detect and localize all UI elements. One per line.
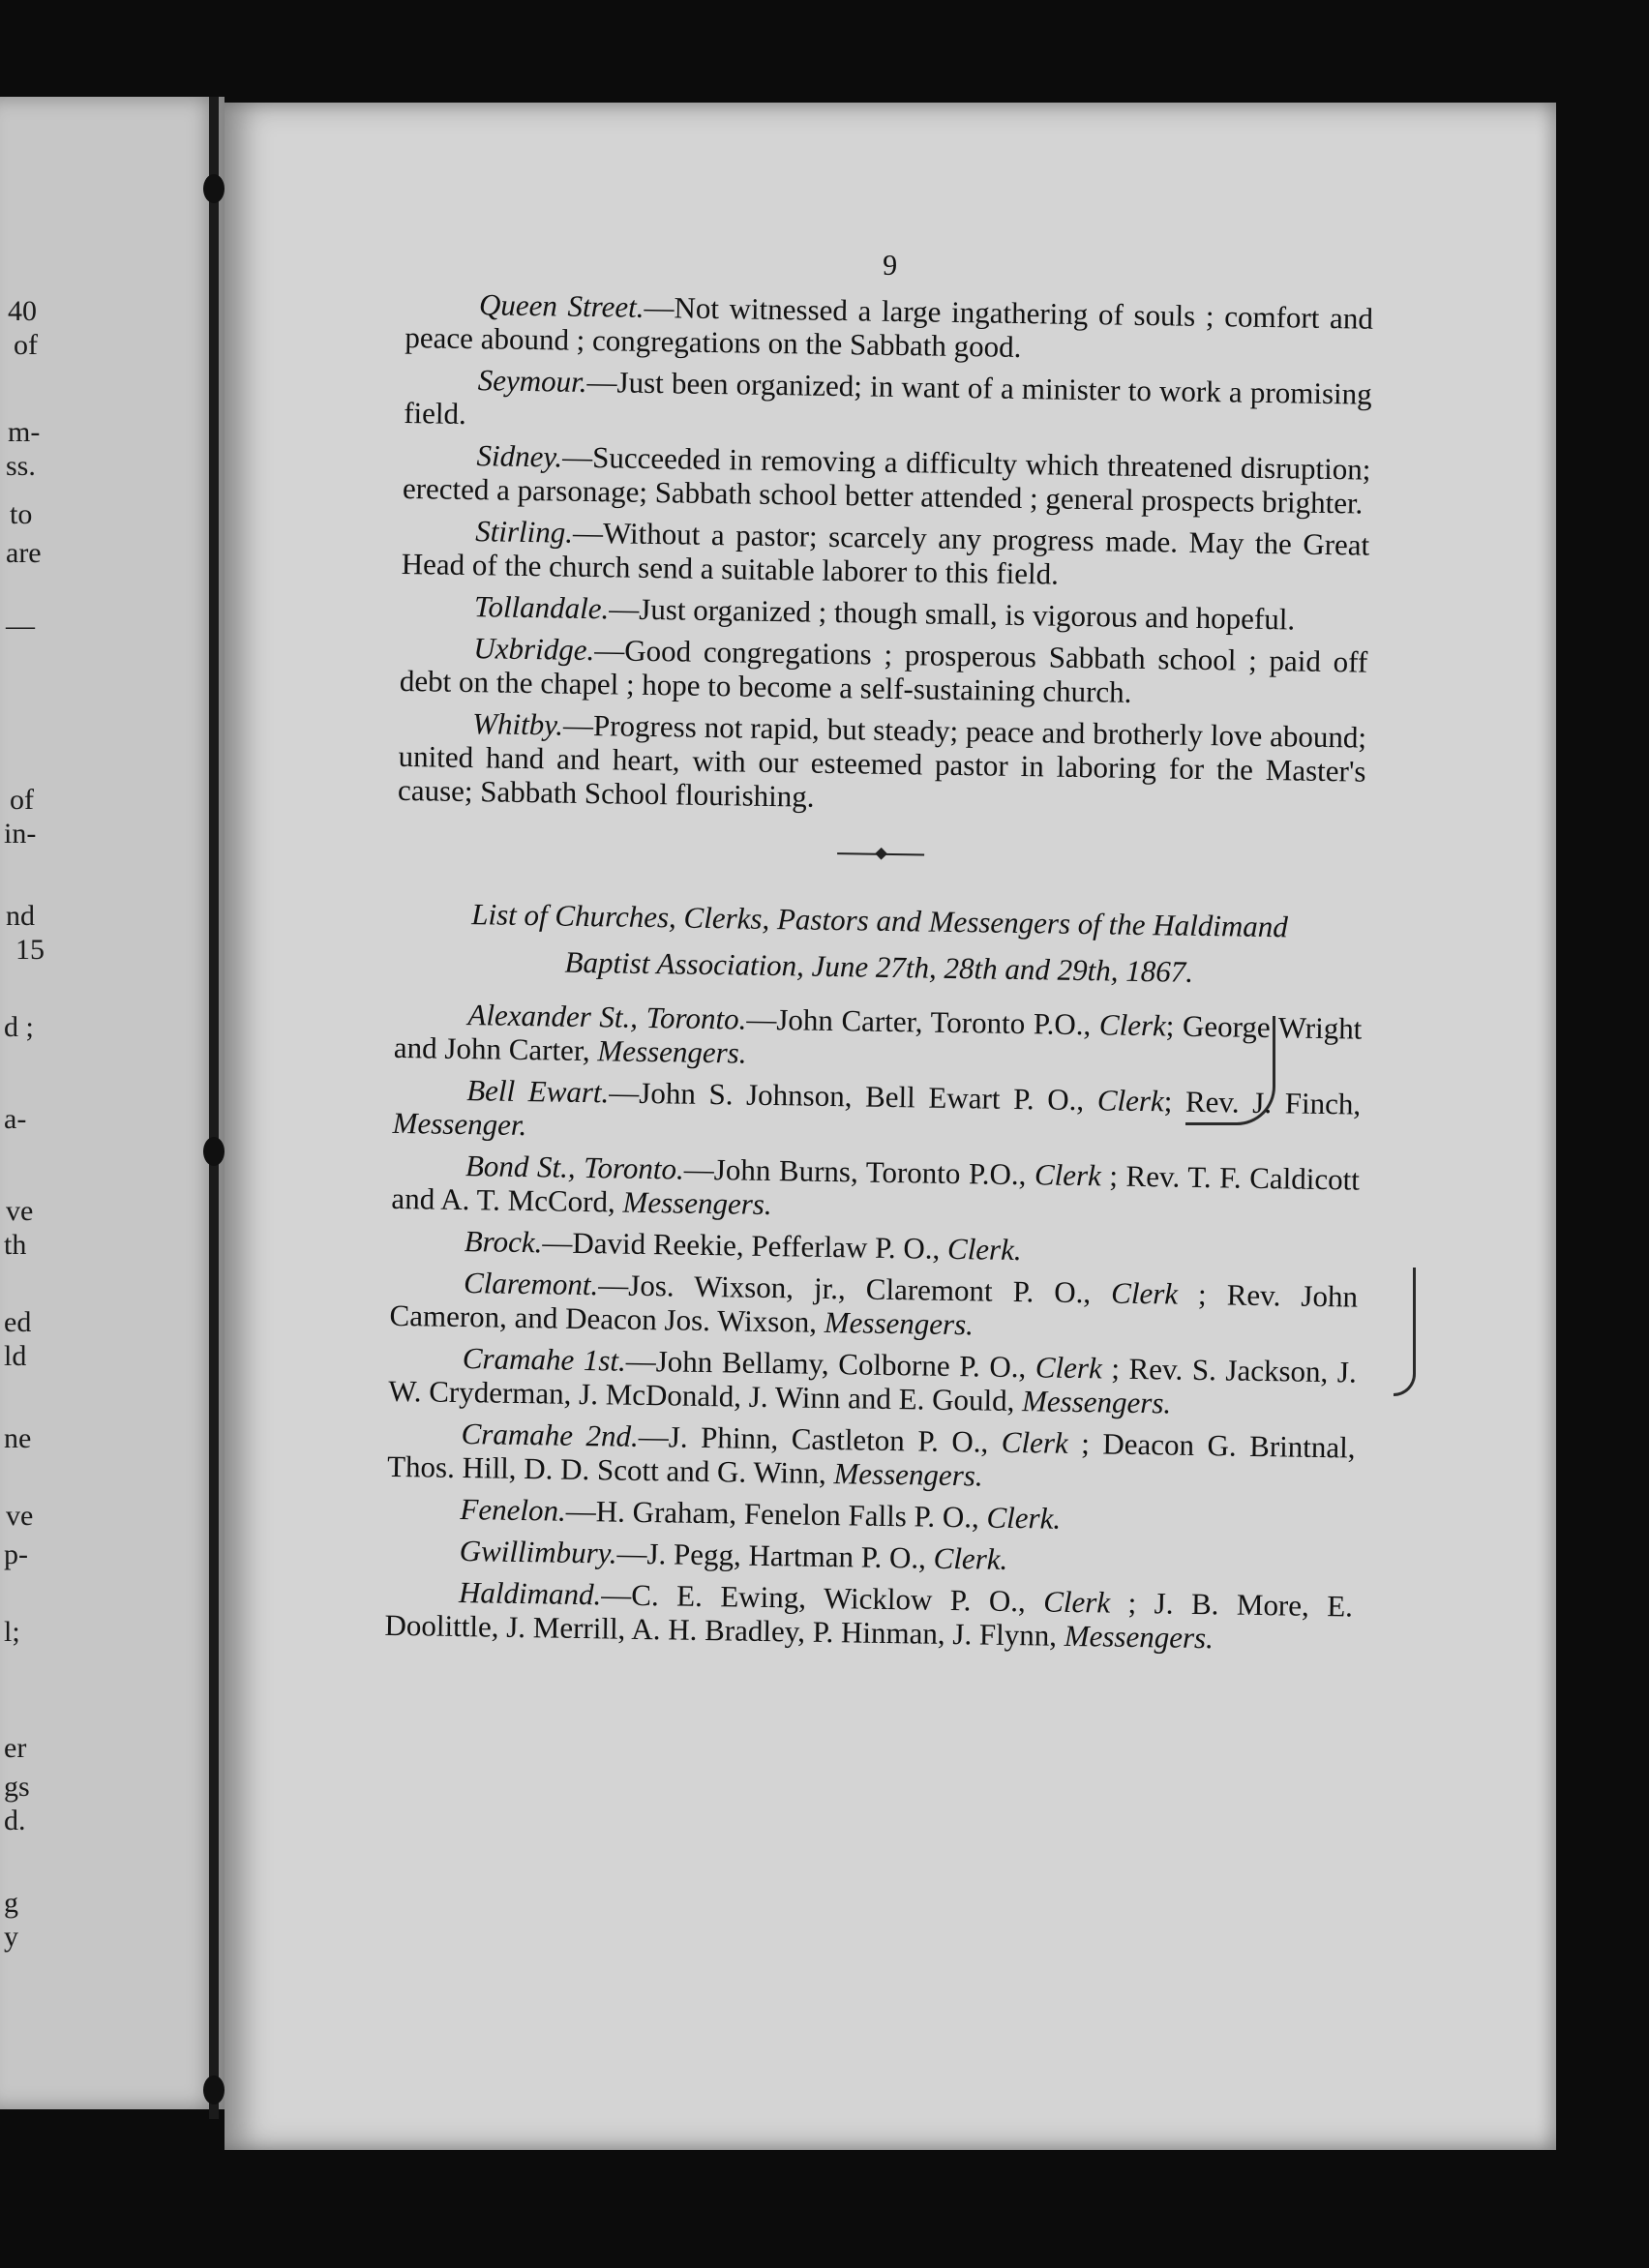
clerk-text: —John Carter, Toronto P.O.,	[746, 1001, 1100, 1042]
previous-page-text-fragment: d ;	[4, 1011, 34, 1043]
page-content	[384, 242, 1374, 1665]
previous-page-text-fragment: of	[10, 784, 34, 816]
messengers-role: Messengers.	[824, 1304, 974, 1342]
clerk-role: Clerk	[1098, 1007, 1167, 1043]
church-report-text: —Without a pastor; scarcely any progress made. May the Great Head of the church send a suitable laborer to this field.	[401, 515, 1370, 591]
clerk-text: —John S. Johnson, Bell Ewart P. O.,	[609, 1075, 1098, 1118]
previous-page-text-fragment: ss.	[6, 450, 36, 482]
separator: ;	[1101, 1351, 1129, 1386]
separator: ;	[1177, 1276, 1228, 1312]
church-name: Brock.	[464, 1224, 543, 1260]
previous-page-text-fragment: ed	[4, 1306, 32, 1338]
clerk-role: Clerk	[1034, 1157, 1102, 1193]
messengers-text: George Wright and John Carter,	[393, 1008, 1363, 1068]
church-name: Fenelon.	[460, 1492, 567, 1528]
clerk-role: Clerk	[1034, 1350, 1103, 1386]
binding-pin	[203, 2075, 225, 2104]
clerk-text: —J. Pegg, Hartman P. O.,	[616, 1536, 934, 1575]
church-name: Bell Ewart.	[465, 1073, 610, 1110]
list-heading	[395, 890, 1364, 999]
previous-page-text-fragment: ld	[4, 1340, 27, 1372]
church-name: Tollandale.	[473, 589, 610, 626]
church-name: Alexander St., Toronto.	[467, 998, 747, 1036]
clerk-text: —Jos. Wixson, jr., Claremont P. O.,	[598, 1268, 1112, 1310]
clerk-text: —John Burns, Toronto P.O.,	[683, 1151, 1035, 1192]
section-divider	[837, 852, 924, 855]
previous-page-text-fragment: nd	[6, 900, 35, 932]
messengers-role: Messengers.	[1021, 1384, 1172, 1420]
previous-page-text-fragment: a-	[4, 1103, 27, 1135]
messengers-text: Rev. S. Jackson, J. W. Cryderman, J. McDonald, J. Winn and E. Gould,	[388, 1351, 1358, 1418]
clerk-role: Clerk	[1110, 1275, 1179, 1311]
previous-page-text-fragment: y	[4, 1921, 18, 1953]
previous-page-text-fragment: ve	[6, 1195, 34, 1227]
clerk-role: Clerk.	[986, 1500, 1062, 1536]
clerk-text: —J. Phinn, Castleton P. O.,	[638, 1418, 1003, 1459]
church-report-text: —Just been organized; in want of a minister to work a promising field.	[403, 364, 1372, 431]
previous-page-edge	[0, 97, 225, 2109]
messengers-text: J. B. More, E. Doolittle, J. Merrill, A. H. Bradley, P. Hinman, J. Flynn,	[384, 1586, 1354, 1653]
previous-page-text-fragment: ve	[6, 1500, 34, 1532]
previous-page-text-fragment: m-	[8, 416, 41, 448]
church-list	[384, 997, 1362, 1657]
church-report-text: —Succeeded in removing a difficulty which threatened disruption; erected a parsonage; Sabbath school better attended ; general prospects brighter.	[402, 439, 1371, 521]
church-name: Haldimand.	[458, 1575, 602, 1612]
church-list-entry	[388, 1340, 1357, 1423]
messengers-text: Rev. J. Finch,	[1184, 1084, 1362, 1121]
previous-page-text-fragment: gs	[4, 1771, 30, 1803]
clerk-text: —C. E. Ewing, Wicklow P. O.,	[601, 1577, 1044, 1619]
church-list-entry	[392, 1072, 1361, 1155]
clerk-text: —David Reekie, Pefferlaw P. O.,	[542, 1225, 948, 1266]
church-report	[398, 705, 1367, 822]
separator: ;	[1163, 1084, 1186, 1119]
church-name: Bond St., Toronto.	[465, 1149, 685, 1186]
messengers-text: Rev. T. F. Caldicott and A. T. McCord,	[391, 1158, 1361, 1219]
church-report	[400, 630, 1368, 713]
separator: ;	[1067, 1425, 1103, 1461]
church-report	[402, 513, 1370, 596]
previous-page-text-fragment: ne	[4, 1422, 32, 1454]
previous-page-text-fragment: p-	[4, 1538, 28, 1570]
messengers-role: Messenger.	[392, 1105, 527, 1143]
separator: ;	[1165, 1008, 1184, 1043]
church-report	[401, 588, 1368, 638]
church-name: Uxbridge.	[473, 631, 595, 668]
church-report-text: —Just organized ; though small, is vigorous and hopeful.	[609, 591, 1296, 637]
previous-page-text-fragment: to	[10, 498, 33, 530]
clerk-role: Clerk	[1096, 1083, 1165, 1119]
clerk-role: Clerk.	[933, 1540, 1008, 1576]
church-name: Queen Street.	[478, 287, 645, 324]
pencil-mark	[1394, 1268, 1416, 1396]
page-spine	[209, 97, 219, 2119]
previous-page-text-fragment: g	[4, 1887, 18, 1919]
church-name: Cramahe 1st.	[462, 1341, 627, 1378]
messengers-text: Deacon G. Brintnal, Thos. Hill, D. D. Scott and G. Winn,	[386, 1426, 1356, 1491]
previous-page-text-fragment: th	[4, 1229, 27, 1261]
binding-pin	[203, 174, 225, 203]
clerk-role: Clerk	[1042, 1584, 1111, 1620]
church-name: Gwillimbury.	[459, 1534, 617, 1570]
messengers-role: Messengers.	[833, 1456, 983, 1493]
church-name: Stirling.	[475, 514, 574, 550]
church-list-entry	[387, 1416, 1356, 1499]
church-report	[405, 286, 1373, 370]
church-name: Claremont.	[463, 1266, 599, 1302]
messengers-role: Messengers.	[622, 1184, 772, 1222]
separator: ;	[1100, 1158, 1126, 1193]
previous-page-text-fragment: are	[6, 537, 42, 569]
previous-page-text-fragment: —	[6, 610, 35, 642]
previous-page-text-fragment: er	[4, 1732, 27, 1764]
page-number: 9	[882, 249, 898, 282]
previous-page-text-fragment: d.	[4, 1805, 26, 1836]
separator: ;	[1109, 1585, 1154, 1621]
binding-pin	[203, 1137, 225, 1166]
clerk-role: Clerk	[1001, 1424, 1068, 1460]
previous-page-text-fragment: of	[14, 329, 38, 361]
church-list-entry	[391, 1148, 1360, 1231]
church-list-entry	[391, 1223, 1359, 1272]
clerk-text: —H. Graham, Fenelon Falls P. O.,	[565, 1493, 987, 1535]
list-heading-line: List of Churches, Clerks, Pastors and Messengers of the Haldimand	[471, 897, 1289, 944]
church-report	[403, 437, 1371, 521]
messengers-text: Rev. John Cameron, and Deacon Jos. Wixson,	[389, 1277, 1359, 1339]
church-reports	[398, 286, 1373, 822]
church-name: Seymour.	[477, 363, 587, 399]
previous-page-text-fragment: in-	[4, 818, 37, 850]
previous-page-text-fragment: 15	[15, 934, 45, 966]
church-report-text: —Not witnessed a large ingathering of souls ; comfort and peace abound ; congregations on the Sabbath good.	[405, 289, 1374, 364]
church-list-entry	[394, 997, 1363, 1080]
church-report-text: —Good congregations ; prosperous Sabbath school ; paid off debt on the chapel ; hope to become a self-sustaining church.	[399, 633, 1368, 709]
church-list-entry	[389, 1265, 1358, 1348]
church-report	[404, 362, 1372, 445]
messengers-role: Messengers.	[597, 1033, 747, 1070]
clerk-text: —John Bellamy, Colborne P. O.,	[625, 1343, 1036, 1385]
previous-page-text-fragment: l;	[4, 1616, 20, 1648]
church-list-entry	[386, 1491, 1354, 1540]
church-name: Whitby.	[471, 706, 564, 742]
messengers-role: Messengers.	[1064, 1618, 1214, 1656]
church-name: Cramahe 2nd.	[461, 1417, 640, 1453]
clerk-role: Clerk.	[946, 1231, 1022, 1268]
church-report-text: —Progress not rapid, but steady; peace and brotherly love abound; united hand and heart, with our esteemed pastor in laboring for the Master's cause; Sabbath School flourishing.	[397, 707, 1367, 814]
church-list-entry	[384, 1574, 1353, 1657]
church-list-entry	[385, 1533, 1353, 1582]
list-heading-line: Baptist Association, June 27th, 28th and 29th, 1867.	[564, 944, 1194, 989]
previous-page-text-fragment: 40	[8, 295, 37, 327]
church-name: Sidney.	[476, 438, 563, 474]
